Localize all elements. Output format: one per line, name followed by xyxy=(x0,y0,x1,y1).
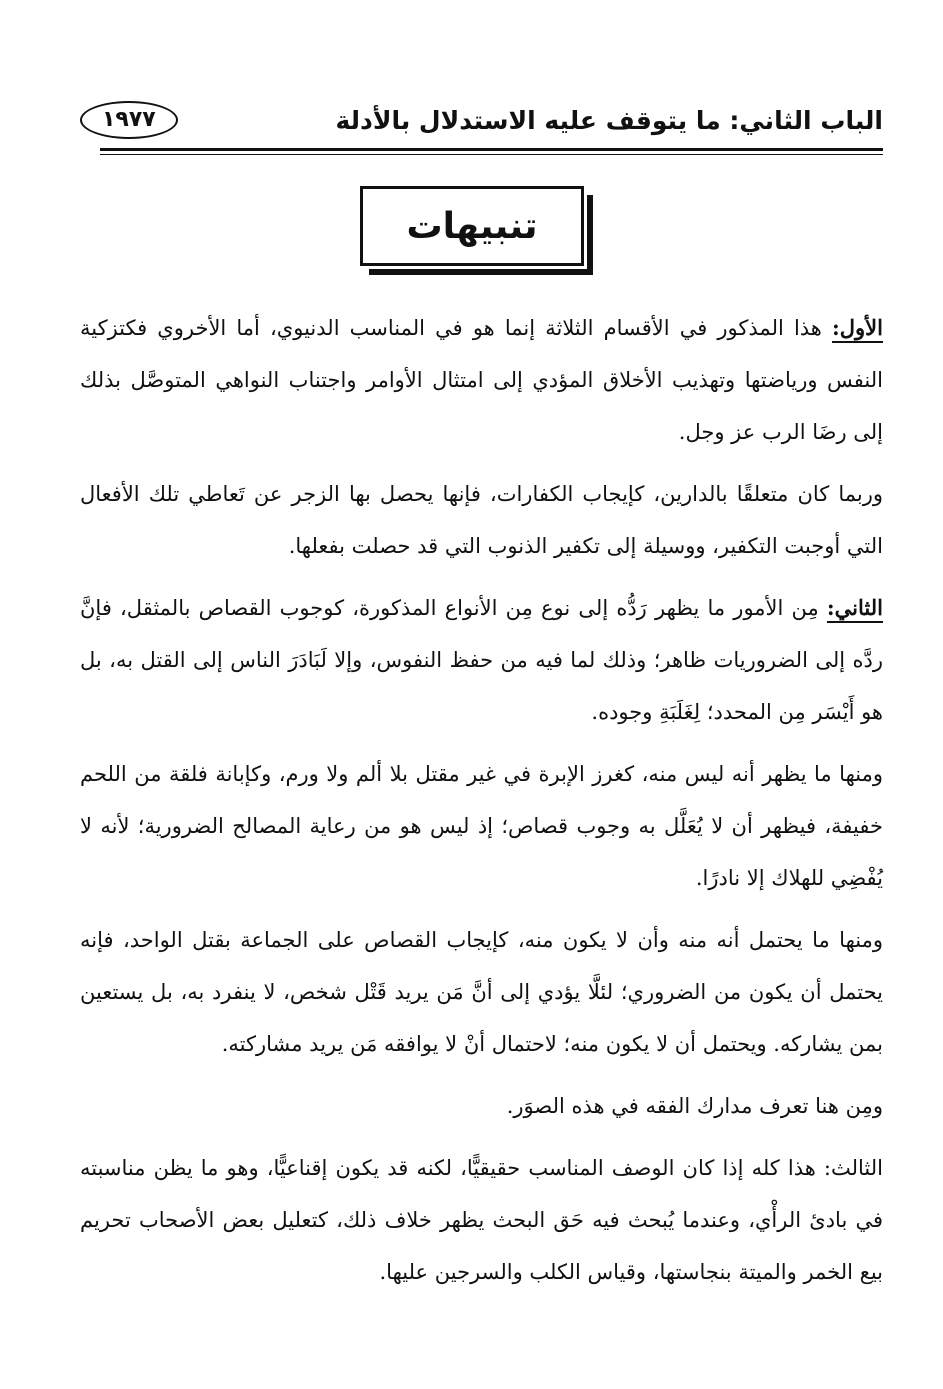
paragraph-text: هذا المذكور في الأقسام الثلاثة إنما هو في المناسب الدنيوي، أما الأخروي فكتزكية النفس ورياضتها وتهذيب الأخلاق المؤدي إلى امتثال الأوامر واجتناب النواهي المتوصَّل بذلك إلى رضَا الرب عز وجل. xyxy=(80,316,883,444)
paragraph-text: وربما كان متعلقًا بالدارين، كإيجاب الكفارات، فإنها يحصل بها الزجر عن تَعاطي تلك الأفعال التي أوجبت التكفير، ووسيلة إلى تكفير الذنوب التي قد حصلت بفعلها. xyxy=(80,482,883,558)
paragraph xyxy=(80,914,883,1070)
paragraph-first xyxy=(80,302,883,458)
page-number: ١٩٧٧ xyxy=(80,101,178,139)
section-title: تنبيهات xyxy=(406,205,538,247)
paragraph-second xyxy=(80,582,883,738)
chapter-title: الباب الثاني: ما يتوقف عليه الاستدلال بالأدلة xyxy=(335,105,883,135)
paragraph-text: الثالث: هذا كله إذا كان الوصف المناسب حقيقيًّا، لكنه قد يكون إقناعيًّا، وهو ما يظن مناسبته في بادئ الرأْي، وعندما يُبحث فيه حَق البحث يظهر خلاف ذلك، كتعليل بعض الأصحاب تحريم بيع الخمر والميتة بنجاستها، وقياس الكلب والسرجين عليها. xyxy=(80,1156,883,1284)
paragraph-lead: الأول: xyxy=(832,315,883,340)
body-text xyxy=(80,302,883,1308)
paragraph-text: مِن الأمور ما يظهر رَدُّه إلى نوع مِن الأنواع المذكورة، كوجوب القصاص بالمثقل، فإنَّ ردَّه إلى الضروريات ظاهر؛ وذلك لما فيه من حفظ النفوس، وإلا لَبَادَرَ الناس إلى القتل به، بل هو أَيْسَر مِن المحدد؛ لِغَلَبَةِ وجوده. xyxy=(80,596,883,724)
paragraph-text: ومنها ما يحتمل أنه منه وأن لا يكون منه، كإيجاب القصاص على الجماعة بقتل الواحد، فإنه يحتمل أن يكون من الضروري؛ لئلَّا يؤدي إلى أنَّ مَن يريد قَتْل شخص، لا ينفرد به، بل يستعين بمن يشاركه. ويحتمل أن لا يكون منه؛ لاحتمال أنْ لا يوافقه مَن يريد مشاركته. xyxy=(80,928,883,1056)
page-header xyxy=(80,92,883,148)
header-rule xyxy=(100,148,883,151)
paragraph-third xyxy=(80,1142,883,1298)
header-rule-thin xyxy=(100,154,883,155)
paragraph-lead: الثاني: xyxy=(826,595,883,620)
paragraph xyxy=(80,468,883,572)
paragraph-text: ومنها ما يظهر أنه ليس منه، كغرز الإبرة في غير مقتل بلا ألم ولا ورم، وكإبانة فلقة من اللحم خفيفة، فيظهر أن لا يُعَلَّل به وجوب قصاص؛ إذ ليس هو من رعاية المصالح الضرورية؛ لأنه لا يُفْضِي للهلاك إلا نادرًا. xyxy=(80,762,883,890)
paragraph xyxy=(80,1080,883,1132)
paragraph xyxy=(80,748,883,904)
section-title-box xyxy=(360,186,584,266)
paragraph-text: ومِن هنا تعرف مدارك الفقه في هذه الصوَر. xyxy=(506,1094,883,1118)
